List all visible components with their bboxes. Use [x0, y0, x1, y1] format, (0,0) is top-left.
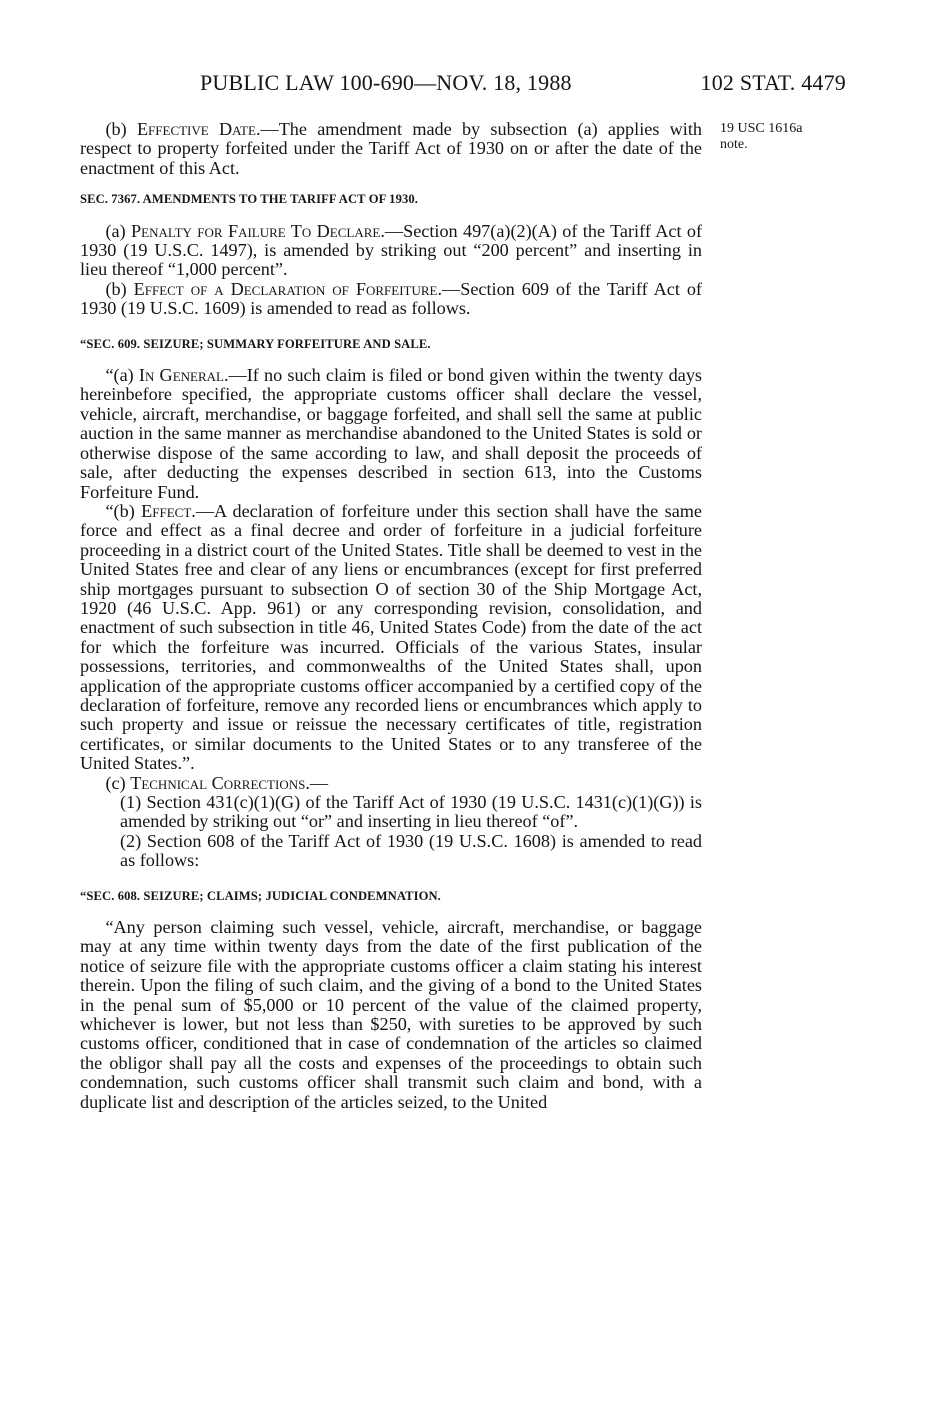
paragraph-heading: Technical Corrections: [130, 772, 306, 793]
margin-note-citation: 19 USC 1616a: [720, 121, 803, 136]
paragraph-label: (b): [105, 278, 134, 299]
paragraph-a-penalty: [80, 222, 702, 280]
paragraph-heading: In General: [138, 365, 224, 386]
paragraph-c-technical-corrections: [80, 774, 702, 793]
paragraph-text: .—The amendment made by subsection (a) applies with respect to property forfeited under the Tariff Act of 1930 on or after the date of the enactment of this Act.: [80, 119, 702, 178]
paragraph-label: “(b): [105, 500, 142, 521]
header-stat-page: 102 STAT. 4479: [700, 70, 846, 95]
section-heading-608: “SEC. 608. SEIZURE; CLAIMS; JUDICIAL CONDEMNATION.: [80, 888, 441, 903]
header-title: PUBLIC LAW 100-690—NOV. 18, 1988: [200, 70, 572, 95]
paragraph-b-declaration-forfeiture: [80, 280, 702, 319]
paragraph-heading: Penalty for Failure To Declare: [131, 220, 381, 241]
margin-citation-note: [720, 121, 850, 153]
running-header: [200, 70, 846, 102]
paragraph-text: .—Section 497(a)(2)(A) of the Tariff Act of 1930 (19 U.S.C. 1497), is amended by striking out “200 percent” and inserting in lieu thereof “1,000 percent”.: [80, 220, 703, 280]
paragraph-text: .—If no such claim is filed or bond given within the twenty days hereinbefore specified, the appropriate customs officer shall declare the vessel, vehicle, aircraft, merchandise, or baggage forfeited, and shall sell the same at public auction in the same manner as merchandise abandoned to the United States is sold or otherwise dispose of the same according to law, and shall deposit the proceeds of sale, after deducting the expenses described in section 613, into the Customs Forfeiture Fund.: [80, 365, 702, 502]
section-heading-7367: SEC. 7367. AMENDMENTS TO THE TARIFF ACT OF 1930.: [80, 192, 419, 207]
paragraph-text: .—A declaration of forfeiture under this section shall have the same force and effect as a final decree and order of forfeiture in a judicial forfeiture proceeding in a district court of the United States. Title shall be deemed to vest in the United States free and clear of any liens or encumbrances (except for first preferred ship mortgages pursuant to subsection O of section 30 of the Ship Mortgage Act, 1920 (46 U.S.C. App. 961) or any corresponding revision, consolidation, and enactment of such subsection in title 46, United States Code) from the date of the act for which the forfeiture was incurred. Officials of the various States, insular possessions, territories, and commonwealths of the United States shall, upon application of the appropriate customs officer accompanied by a certified copy of the declaration of forfeiture, remove any recorded liens or encumbrances which apply to such property and issue or reissue the necessary certificates of title, registration certificates, or similar documents to the United States or to any transferee of the United States.”.: [80, 500, 703, 774]
paragraph-b-effective-date: [80, 120, 702, 178]
paragraph-text: .—Section 609 of the Tariff Act of 1930 (19 U.S.C. 1609) is amended to read as follows.: [80, 278, 702, 319]
paragraph-label: “(a): [105, 365, 139, 386]
paragraph-608-claims: “Any person claiming such vessel, vehicle, aircraft, merchandise, or baggage may at any time within twenty days from the date of the first publication of the notice of seizure file with the appropriate customs officer a claim stating his interest therein. Upon the filing of such claim, and the giving of a bond to the United States in the penal sum of $5,000 or 10 percent of the value of the claimed property, whichever is lower, but not less than $250, with sureties to be approved by such customs officer, conditioned that in case of condemnation of the articles so claimed the obligor shall pay all the costs and expenses of the proceedings to obtain such condemnation, such customs officer shall transmit such claim and bond, with a duplicate list and description of the articles seized, to the United: [80, 917, 702, 1112]
paragraph-heading: Effect: [141, 500, 192, 521]
document-body: [80, 120, 702, 1112]
paragraph-label: (a): [105, 220, 132, 241]
paragraph-c1: (1) Section 431(c)(1)(G) of the Tariff Act of 1930 (19 U.S.C. 1431(c)(1)(G)) is amended by striking out “or” and inserting in lieu thereof “of”.: [120, 792, 702, 832]
paragraph-label: (b): [105, 119, 137, 139]
paragraph-b-effect: [80, 502, 702, 774]
margin-note-label: note.: [720, 137, 748, 152]
section-heading-609: “SEC. 609. SEIZURE; SUMMARY FORFEITURE AND SALE.: [80, 336, 431, 351]
paragraph-label: (c): [105, 772, 131, 793]
paragraph-heading: Effective Date: [136, 119, 256, 139]
paragraph-a-in-general: [80, 366, 702, 502]
paragraph-text: .—: [305, 772, 329, 793]
paragraph-heading: Effect of a Declaration of Forfeiture: [133, 278, 438, 299]
paragraph-c2: (2) Section 608 of the Tariff Act of 1930 (19 U.S.C. 1608) is amended to read as follows:: [120, 830, 702, 871]
